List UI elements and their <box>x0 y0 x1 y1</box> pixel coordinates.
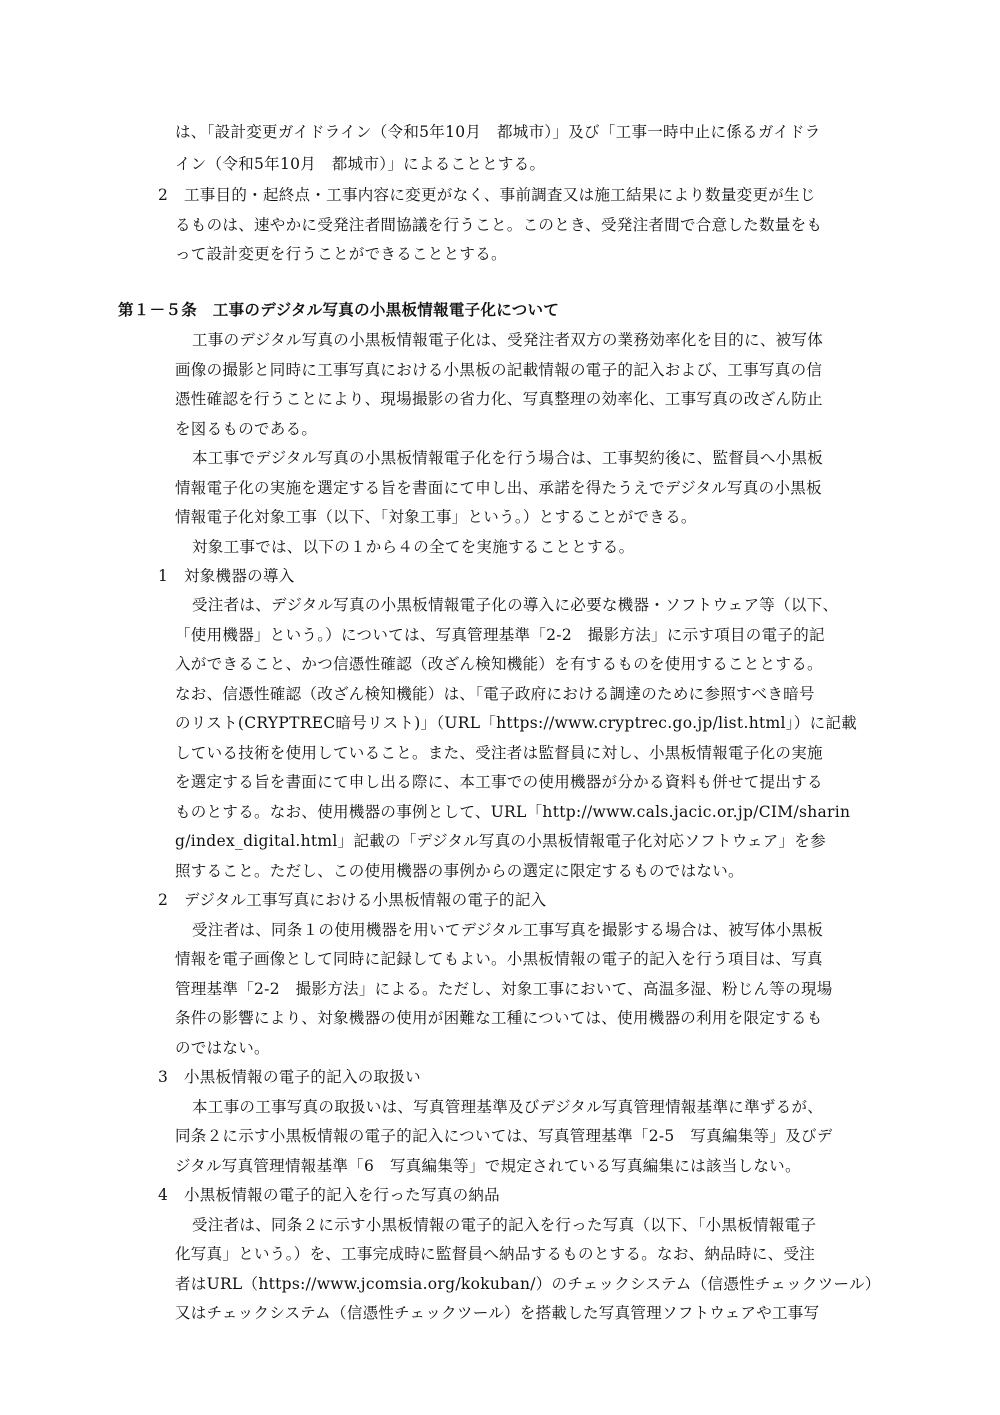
text-line: 2 工事目的・起終点・工事内容に変更がなく、事前調査又は施工結果により数量変更が生じ <box>158 186 816 204</box>
text-line: 受注者は、同条２に示す小黒板情報の電子的記入を行った写真（以下、「小黒板情報電子 <box>192 1216 817 1234</box>
text-line: 入ができること、かつ信憑性確認（改ざん検知機能）を有するものを使用することとする。 <box>175 655 823 673</box>
text-line: のリスト(CRYPTREC暗号リスト)」（URL「https://www.cryptrec.go.jp/list.html」）に記載 <box>175 714 858 732</box>
text-line: 画像の撮影と同時に工事写真における小黒板の記載情報の電子的記入および、工事写真の信 <box>175 361 823 379</box>
text-line: 管理基準「2-2 撮影方法」による。ただし、対象工事において、高温多湿、粉じん等の現場 <box>175 980 833 998</box>
text-line: 化写真」という。）を、工事完成時に監督員へ納品するものとする。なお、納品時に、受注 <box>175 1245 816 1263</box>
text-line: イン（令和5年10月 都城市）」によることとする。 <box>175 155 546 173</box>
text-line: 本工事でデジタル写真の小黒板情報電子化を行う場合は、工事契約後に、監督員へ小黒板 <box>192 449 824 467</box>
text-line: ジタル写真管理情報基準「6 写真編集等」で規定されている写真編集には該当しない。 <box>175 1157 801 1175</box>
text-line: 照すること。ただし、この使用機器の事例からの選定に限定するものではない。 <box>175 862 744 880</box>
text-line: って設計変更を行うことができることとする。 <box>175 245 507 263</box>
text-line: ものとする。なお、使用機器の事例として、URL「http://www.cals.jacic.or.jp/CIM/sharin <box>175 803 851 821</box>
text-line: 情報電子化の実施を選定する旨を書面にて申し出、承諾を得たうえでデジタル写真の小黒板 <box>175 479 822 497</box>
section-heading: 第１－５条 工事のデジタル写真の小黒板情報電子化について <box>118 301 560 319</box>
text-line: 又はチェックシステム（信憑性チェックツール）を搭載した写真管理ソフトウェアや工事写 <box>175 1304 820 1322</box>
text-line: g/index_digital.html」記載の「デジタル写真の小黒板情報電子化対応ソフトウェア」を参 <box>175 832 826 850</box>
text-line: 者はURL（https://www.jcomsia.org/kokuban/）のチェックシステム（信憑性チェックツール） <box>175 1275 881 1293</box>
text-line: 情報電子化対象工事（以下、「対象工事」という。）とすることができる。 <box>175 508 697 526</box>
text-line: 憑性確認を行うことにより、現場撮影の省力化、写真整理の効率化、工事写真の改ざん防止 <box>175 390 823 408</box>
text-line: 同条２に示す小黒板情報の電子的記入については、写真管理基準「2-5 写真編集等」及びデ <box>175 1127 833 1145</box>
subsection-title: 4 小黒板情報の電子的記入を行った写真の納品 <box>158 1186 500 1204</box>
text-line: 対象工事では、以下の１から４の全てを実施することとする。 <box>192 538 635 556</box>
text-line: 情報を電子画像として同時に記録してもよい。小黒板情報の電子的記入を行う項目は、写真 <box>175 950 823 968</box>
text-line: なお、信憑性確認（改ざん検知機能）は、「電子政府における調達のために参照すべき暗号 <box>175 685 815 703</box>
text-line: 本工事の工事写真の取扱いは、写真管理基準及びデジタル写真管理情報基準に準ずるが、 <box>192 1098 824 1116</box>
text-line: を図るものである。 <box>175 420 318 438</box>
text-line: を選定する旨を書面にて申し出る際に、本工事での使用機器が分かる資料も併せて提出する <box>175 773 823 791</box>
subsection-title: 3 小黒板情報の電子的記入の取扱い <box>158 1068 421 1086</box>
text-line: は、「設計変更ガイドライン（令和5年10月 都城市）」及び「工事一時中止に係るガイドラ <box>175 123 821 141</box>
text-line: 工事のデジタル写真の小黒板情報電子化は、受発注者双方の業務効率化を目的に、被写体 <box>192 331 824 349</box>
text-line: 受注者は、デジタル写真の小黒板情報電子化の導入に必要な機器・ソフトウェア等（以下、 <box>192 596 839 614</box>
text-line: している技術を使用していること。また、受注者は監督員に対し、小黒板情報電子化の実施 <box>175 744 823 762</box>
text-line: 条件の影響により、対象機器の使用が困難な工種については、使用機器の利用を限定するも <box>175 1009 823 1027</box>
text-line: のではない。 <box>175 1039 270 1057</box>
text-line: 受注者は、同条１の使用機器を用いてデジタル工事写真を撮影する場合は、被写体小黒板 <box>192 921 824 939</box>
subsection-title: 1 対象機器の導入 <box>158 567 295 585</box>
subsection-title: 2 デジタル工事写真における小黒板情報の電子的記入 <box>158 891 547 909</box>
text-line: 「使用機器」という。）については、写真管理基準「2-2 撮影方法」に示す項目の電子的記 <box>175 626 825 644</box>
text-line: るものは、速やかに受発注者間協議を行うこと。このとき、受発注者間で合意した数量をも <box>175 216 823 234</box>
